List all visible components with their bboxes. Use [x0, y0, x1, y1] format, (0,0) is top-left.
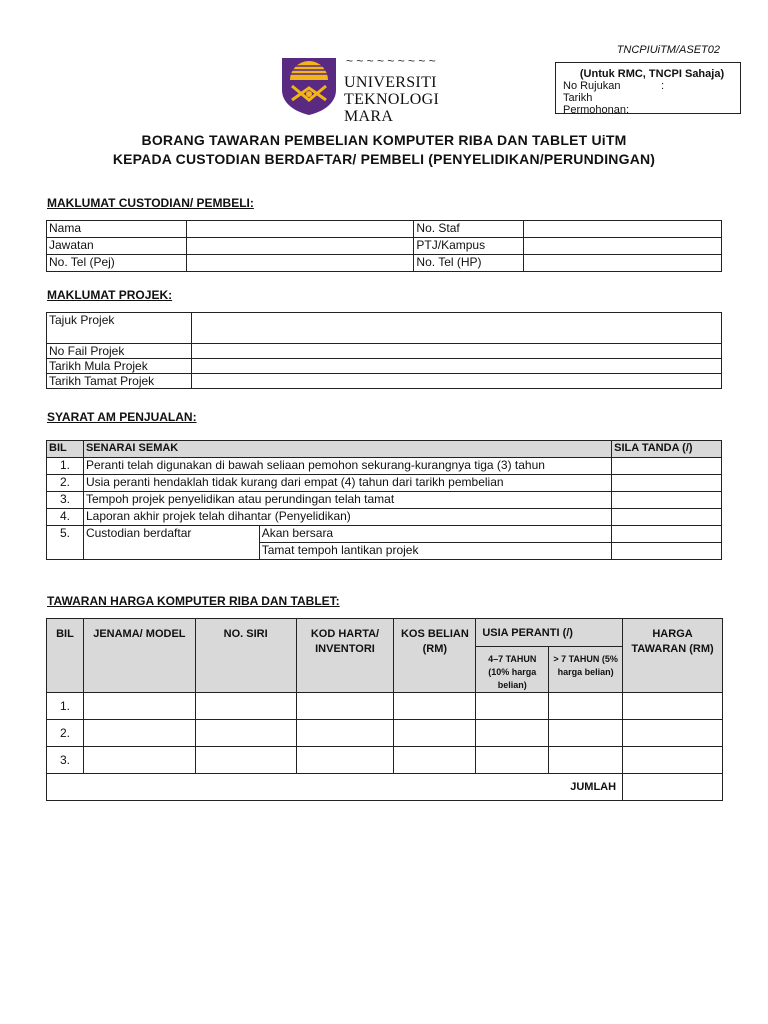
column-header: USIA PERANTI (/): [476, 619, 623, 647]
row-number: 5.: [47, 526, 84, 560]
offer-section-heading: TAWARAN HARGA KOMPUTER RIBA DAN TABLET:: [47, 594, 340, 608]
field-label: Jawatan: [47, 238, 187, 255]
field-label: No. Tel (HP): [414, 255, 524, 272]
checklist-text: Custodian berdaftar: [83, 526, 259, 560]
kos-input[interactable]: [394, 720, 476, 747]
checklist-text: Peranti telah digunakan di bawah seliaan pemohon sekurang-kurangnya tiga (3) tahun: [83, 458, 611, 475]
checklist-text: Tempoh projek penyelidikan atau perundingan telah tamat: [83, 492, 611, 509]
column-header: KOD HARTA/ INVENTORI: [296, 619, 394, 693]
tarikh-mula-input[interactable]: [191, 359, 721, 374]
ptj-kampus-input[interactable]: [524, 238, 722, 255]
field-separator: :: [661, 80, 665, 92]
table-row: [47, 221, 722, 238]
no-fail-input[interactable]: [191, 344, 721, 359]
checklist-text: Laporan akhir projek telah dihantar (Penyelidikan): [83, 509, 611, 526]
tel-hp-input[interactable]: [524, 255, 722, 272]
column-header: BIL: [47, 441, 84, 458]
table-row: [47, 720, 723, 747]
usia-b-tick[interactable]: [549, 693, 623, 720]
form-reference-code: TNCPIUiTM/ASET02: [616, 44, 720, 56]
tick-cell-1[interactable]: [612, 458, 722, 475]
logo-line: MARA: [344, 108, 394, 125]
total-row: [47, 774, 723, 801]
tick-cell-5a[interactable]: [612, 526, 722, 543]
jawatan-input[interactable]: [186, 238, 414, 255]
total-input[interactable]: [623, 774, 723, 801]
field-label: Tajuk Projek: [47, 313, 192, 344]
no-staf-input[interactable]: [524, 221, 722, 238]
office-use-heading: (Untuk RMC, TNCPI Sahaja): [579, 68, 725, 80]
row-number: 2.: [47, 475, 84, 492]
jenama-input[interactable]: [83, 747, 195, 774]
kod-input[interactable]: [296, 747, 394, 774]
uitm-crest-icon: [278, 56, 340, 116]
table-row: [47, 492, 722, 509]
jawi-script-icon: ~ ~ ~ ~ ~ ~ ~ ~ ~: [346, 54, 436, 68]
table-row: [47, 255, 722, 272]
nama-input[interactable]: [186, 221, 414, 238]
table-header-row: [47, 619, 723, 647]
usia-b-tick[interactable]: [549, 720, 623, 747]
field-label: No. Tel (Pej): [47, 255, 187, 272]
harga-input[interactable]: [623, 693, 723, 720]
column-subheader: 4–7 TAHUN (10% harga belian): [476, 647, 549, 693]
table-row: [47, 509, 722, 526]
field-label: No Rujukan: [563, 80, 621, 92]
university-logo-text: [344, 74, 439, 125]
office-field-tarikh: [563, 92, 733, 116]
usia-a-tick[interactable]: [476, 693, 549, 720]
kod-input[interactable]: [296, 720, 394, 747]
column-header: HARGA TAWARAN (RM): [623, 619, 723, 693]
table-row: [47, 747, 723, 774]
row-number: 2.: [47, 720, 84, 747]
field-label: No Fail Projek: [47, 344, 192, 359]
table-header-row: [47, 441, 722, 458]
custodian-table: [46, 220, 722, 272]
harga-input[interactable]: [623, 720, 723, 747]
total-label: JUMLAH: [47, 774, 623, 801]
row-number: 3.: [47, 492, 84, 509]
column-header: NO. SIRI: [195, 619, 296, 693]
table-row: [47, 693, 723, 720]
usia-b-tick[interactable]: [549, 747, 623, 774]
terms-section-heading: SYARAT AM PENJUALAN:: [47, 410, 197, 424]
usia-a-tick[interactable]: [476, 747, 549, 774]
table-row: [47, 359, 722, 374]
row-number: 4.: [47, 509, 84, 526]
row-number: 1.: [47, 693, 84, 720]
logo-line: TEKNOLOGI: [344, 91, 440, 108]
field-label: Tarikh Permohonan:: [563, 92, 630, 116]
column-header: SENARAI SEMAK: [83, 441, 611, 458]
table-row: [47, 238, 722, 255]
office-use-box: [555, 62, 741, 114]
terms-table: [46, 440, 722, 560]
kos-input[interactable]: [394, 747, 476, 774]
jenama-input[interactable]: [83, 693, 195, 720]
kod-input[interactable]: [296, 693, 394, 720]
project-table: [46, 312, 722, 389]
column-subheader: > 7 TAHUN (5% harga belian): [549, 647, 623, 693]
title-line: KEPADA CUSTODIAN BERDAFTAR/ PEMBELI (PENYELIDIKAN/PERUNDINGAN): [112, 151, 656, 167]
usia-a-tick[interactable]: [476, 720, 549, 747]
siri-input[interactable]: [195, 693, 296, 720]
option-text: Akan bersara: [259, 526, 611, 543]
table-row: [47, 313, 722, 344]
column-header: KOS BELIAN (RM): [394, 619, 476, 693]
table-row: [47, 374, 722, 389]
tel-pej-input[interactable]: [186, 255, 414, 272]
siri-input[interactable]: [195, 720, 296, 747]
field-label: Nama: [47, 221, 187, 238]
harga-input[interactable]: [623, 747, 723, 774]
tick-cell-5b[interactable]: [612, 543, 722, 560]
jenama-input[interactable]: [83, 720, 195, 747]
form-title: [0, 131, 768, 169]
field-label: PTJ/Kampus: [414, 238, 524, 255]
field-label: Tarikh Tamat Projek: [47, 374, 192, 389]
tick-cell-4[interactable]: [612, 509, 722, 526]
siri-input[interactable]: [195, 747, 296, 774]
tick-cell-2[interactable]: [612, 475, 722, 492]
offer-table: [46, 618, 723, 801]
title-line: BORANG TAWARAN PEMBELIAN KOMPUTER RIBA DAN TABLET UiTM: [141, 132, 627, 148]
office-field-rujukan: [563, 80, 733, 92]
table-row: [47, 475, 722, 492]
row-number: 3.: [47, 747, 84, 774]
column-header: JENAMA/ MODEL: [83, 619, 195, 693]
table-row: [47, 344, 722, 359]
field-label: No. Staf: [414, 221, 524, 238]
column-header: SILA TANDA (/): [612, 441, 722, 458]
logo-line: UNIVERSITI: [344, 74, 437, 91]
project-section-heading: MAKLUMAT PROJEK:: [47, 288, 173, 302]
option-text: Tamat tempoh lantikan projek: [259, 543, 611, 560]
tarikh-tamat-input[interactable]: [191, 374, 721, 389]
kos-input[interactable]: [394, 693, 476, 720]
table-row: [47, 526, 722, 543]
table-row: [47, 458, 722, 475]
tick-cell-3[interactable]: [612, 492, 722, 509]
column-header: BIL: [47, 619, 84, 693]
checklist-text: Usia peranti hendaklah tidak kurang dari empat (4) tahun dari tarikh pembelian: [83, 475, 611, 492]
custodian-section-heading: MAKLUMAT CUSTODIAN/ PEMBELI:: [47, 196, 254, 210]
tajuk-projek-input[interactable]: [191, 313, 721, 344]
row-number: 1.: [47, 458, 84, 475]
field-label: Tarikh Mula Projek: [47, 359, 192, 374]
